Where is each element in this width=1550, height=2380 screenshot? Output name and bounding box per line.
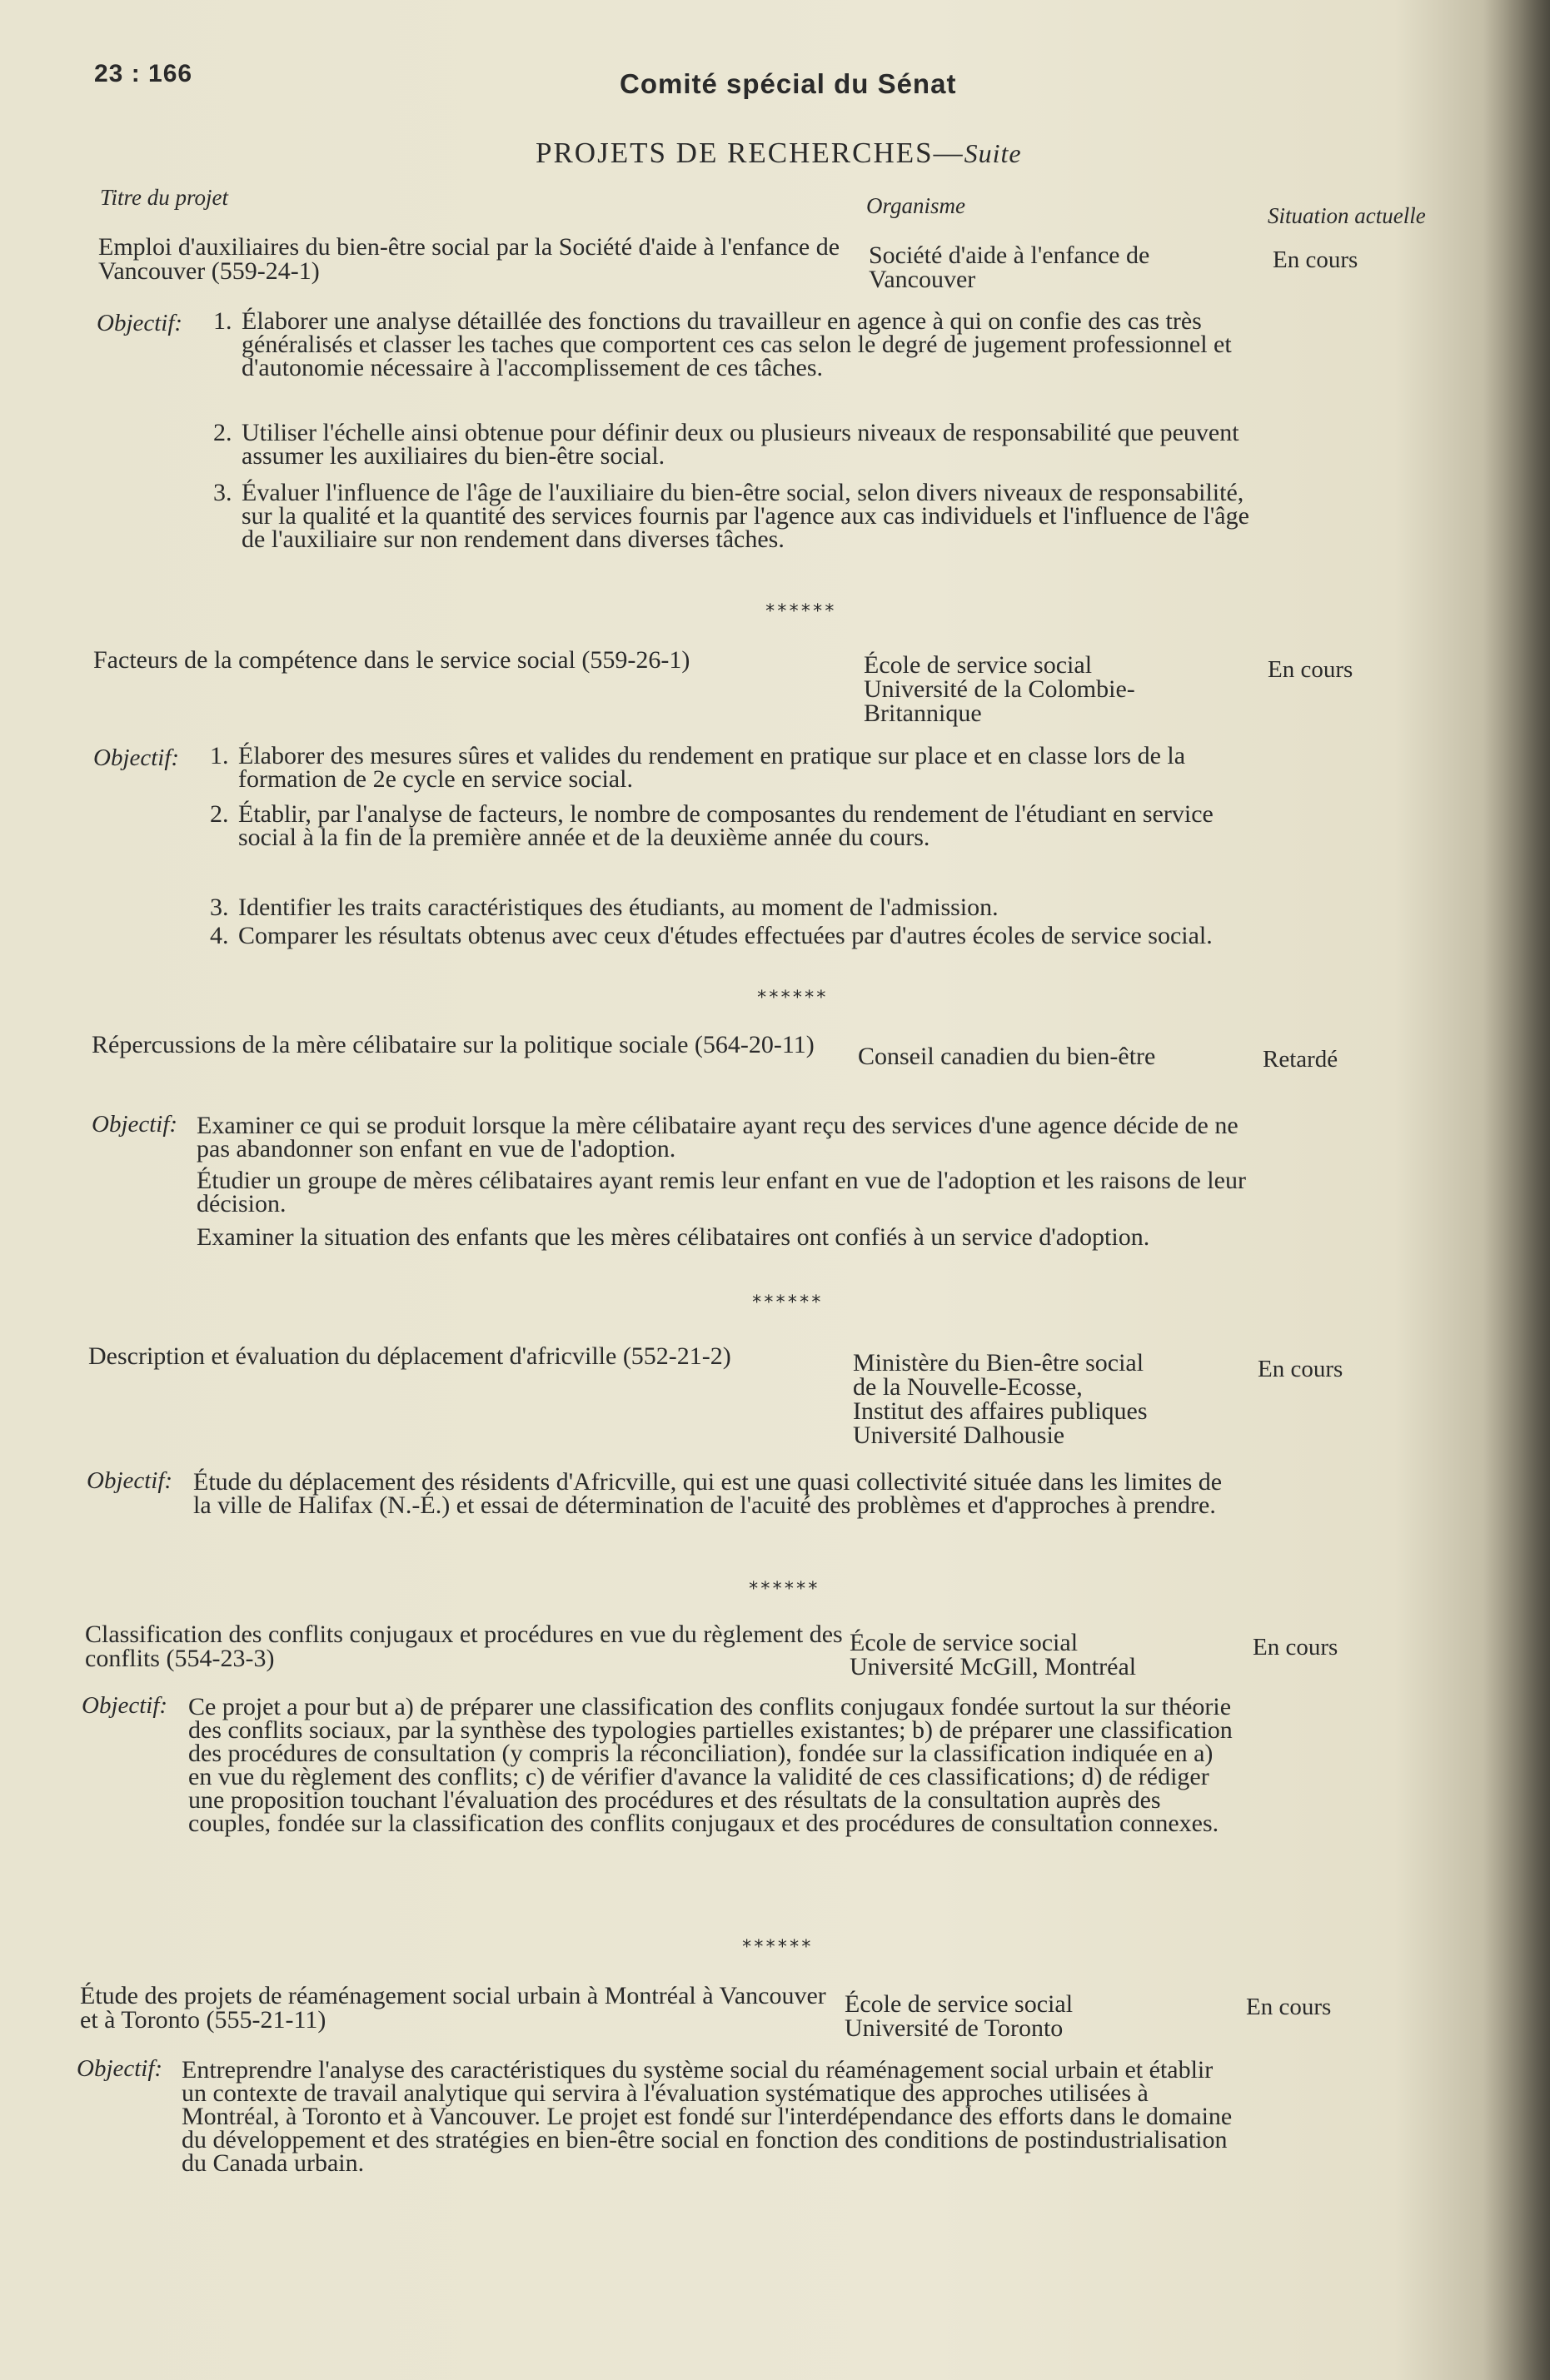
project-organization: Conseil canadien du bien-être bbox=[858, 1043, 1156, 1070]
objective-paragraph: Étude du déplacement des résidents d'Africville, qui est une quasi collectivité située dans les limites de la ville de Halifax (N.-É.) et essai de détermination de l'acuité des problèmes et d'approches à prendre. bbox=[193, 1468, 1223, 1519]
objective-item-number: 3. bbox=[210, 894, 229, 921]
objective-item-number: 2. bbox=[210, 800, 229, 828]
section-title bbox=[536, 137, 1022, 170]
objective-paragraph: Examiner la situation des enfants que les mères célibataires ont confiés à un service d'adoption. bbox=[197, 1223, 1150, 1251]
objective-item-text: Élaborer des mesures sûres et valides du rendement en pratique sur place et en classe lors de la formation de 2e cycle en service social. bbox=[238, 742, 1186, 793]
objective-item bbox=[213, 419, 1249, 470]
separator-stars: ****** bbox=[765, 601, 836, 622]
objective-item bbox=[213, 307, 1249, 381]
project-organization: École de service social Université de Toronto bbox=[845, 1990, 1074, 2042]
project-title: Répercussions de la mère célibataire sur la politique sociale (564-20-11) bbox=[92, 1031, 815, 1058]
objective-item-text: Utiliser l'échelle ainsi obtenue pour définir deux ou plusieurs niveaux de responsabilité que peuvent assumer les auxiliaires du bien-être social. bbox=[242, 419, 1239, 470]
project-title: Facteurs de la compétence dans le service social (559-26-1) bbox=[93, 646, 690, 674]
objective-paragraph: Étudier un groupe de mères célibataires ayant remis leur enfant en vue de l'adoption et les raisons de leur décision. bbox=[197, 1167, 1246, 1217]
objective-label: Objectif: bbox=[93, 744, 180, 771]
column-header-organization: Organisme bbox=[866, 193, 965, 218]
column-header-title: Titre du projet bbox=[100, 185, 229, 210]
project-title: Description et évaluation du déplacement d'africville (552-21-2) bbox=[88, 1342, 731, 1370]
objective-item-text: Comparer les résultats obtenus avec ceux d'études effectuées par d'autres écoles de service social. bbox=[238, 922, 1213, 949]
project-status: En cours bbox=[1253, 1634, 1338, 1661]
objective-item-number: 3. bbox=[213, 479, 232, 506]
page-number: 23 : 166 bbox=[94, 60, 193, 87]
running-head: Comité spécial du Sénat bbox=[620, 68, 957, 99]
objective-item bbox=[213, 479, 1249, 553]
objective-item bbox=[210, 742, 1246, 793]
objective-item-number: 4. bbox=[210, 922, 229, 949]
project-status: En cours bbox=[1258, 1356, 1343, 1382]
objective-label: Objectif: bbox=[97, 310, 183, 336]
column-header-status: Situation actuelle bbox=[1268, 203, 1426, 228]
project-status: En cours bbox=[1246, 1994, 1332, 2020]
objective-paragraph: Examiner ce qui se produit lorsque la mère célibataire ayant reçu des services d'une agence décide de ne pas abandonner son enfant en vue de l'adoption. bbox=[197, 1112, 1239, 1163]
objective-label: Objectif: bbox=[87, 1467, 173, 1494]
project-organization: École de service social Université McGill, Montréal bbox=[850, 1629, 1137, 1680]
objective-label: Objectif: bbox=[77, 2055, 163, 2082]
project-organization: Société d'aide à l'enfance de Vancouver bbox=[869, 241, 1150, 293]
project-organization: École de service social Université de la Colombie- Britannique bbox=[864, 651, 1135, 727]
separator-stars: ****** bbox=[756, 988, 828, 1008]
project-title: Classification des conflits conjugaux et procédures en vue du règlement des conflits (554-23-3) bbox=[85, 1621, 843, 1672]
section-title-suffix: Suite bbox=[964, 138, 1022, 168]
objective-item-text: Évaluer l'influence de l'âge de l'auxiliaire du bien-être social, selon divers niveaux de responsabilité, sur la qualité et la quantité des services fournis par l'agence aux cas individuels et l'influence de l'âge de l'auxiliaire sur non rendement dans diverses tâches. bbox=[242, 479, 1249, 553]
objective-paragraph: Ce projet a pour but a) de préparer une classification des conflits conjugaux fondée surtout la sur théorie des conflits sociaux, par la synthèse des typologies partielles existantes; b) de préparer une classification des procédures de consultation (y compris la réconciliation), fondée sur la classification indiquée en a) en vue du règlement des conflits; c) de vérifier d'avance la validité de ces classifications; d) de rédiger une proposition touchant l'évaluation des procédures et des résultats de la consultation auprès des couples, fondée sur la classification des conflits conjugaux et des procédures de consultation connexes. bbox=[188, 1693, 1233, 1837]
objective-item bbox=[210, 894, 1246, 921]
section-title-main: PROJETS DE RECHERCHES— bbox=[536, 137, 964, 169]
objective-item-text: Élaborer une analyse détaillée des fonctions du travailleur en agence à qui on confie des cas très généralisés et classer les taches que comportent ces cas selon le degré de jugement professionnel et d'autonomie nécessaire à l'accomplissement de ces tâches. bbox=[242, 307, 1232, 381]
objective-paragraph: Entreprendre l'analyse des caractéristiques du système social du réaménagement social urbain et établir un contexte de travail analytique qui servira à l'évaluation systématique des approches utilisées à Montréal, à Toronto et à Vancouver. Le projet est fondé sur l'interdépendance des efforts dans le domaine du développement et des stratégies en bien-être social en fonction des conditions de postindustrialisation du Canada urbain. bbox=[182, 2056, 1233, 2177]
project-title: Emploi d'auxiliaires du bien-être social par la Société d'aide à l'enfance de Vancouver (559-24-1) bbox=[98, 233, 840, 285]
objective-item bbox=[210, 800, 1246, 851]
project-organization: Ministère du Bien-être social de la Nouvelle-Ecosse, Institut des affaires publiques Université Dalhousie bbox=[853, 1349, 1148, 1449]
separator-stars: ****** bbox=[741, 1937, 813, 1958]
objective-item-number: 2. bbox=[213, 419, 232, 446]
project-title: Étude des projets de réaménagement social urbain à Montréal à Vancouver et à Toronto (555-21-11) bbox=[80, 1982, 826, 2034]
objective-item-number: 1. bbox=[213, 307, 232, 335]
objective-item bbox=[210, 922, 1246, 949]
separator-stars: ****** bbox=[748, 1579, 820, 1600]
binding-shadow bbox=[1483, 0, 1550, 2380]
objective-label: Objectif: bbox=[92, 1111, 178, 1138]
objective-item-number: 1. bbox=[210, 742, 229, 769]
project-status: En cours bbox=[1273, 246, 1358, 273]
separator-stars: ****** bbox=[751, 1292, 823, 1313]
objective-label: Objectif: bbox=[82, 1692, 168, 1719]
project-status: Retardé bbox=[1263, 1046, 1338, 1073]
project-status: En cours bbox=[1268, 656, 1353, 683]
objective-item-text: Établir, par l'analyse de facteurs, le nombre de composantes du rendement de l'étudiant en service social à la fin de la première année et de la deuxième année du cours. bbox=[238, 800, 1214, 851]
objective-item-text: Identifier les traits caractéristiques des étudiants, au moment de l'admission. bbox=[238, 894, 999, 921]
